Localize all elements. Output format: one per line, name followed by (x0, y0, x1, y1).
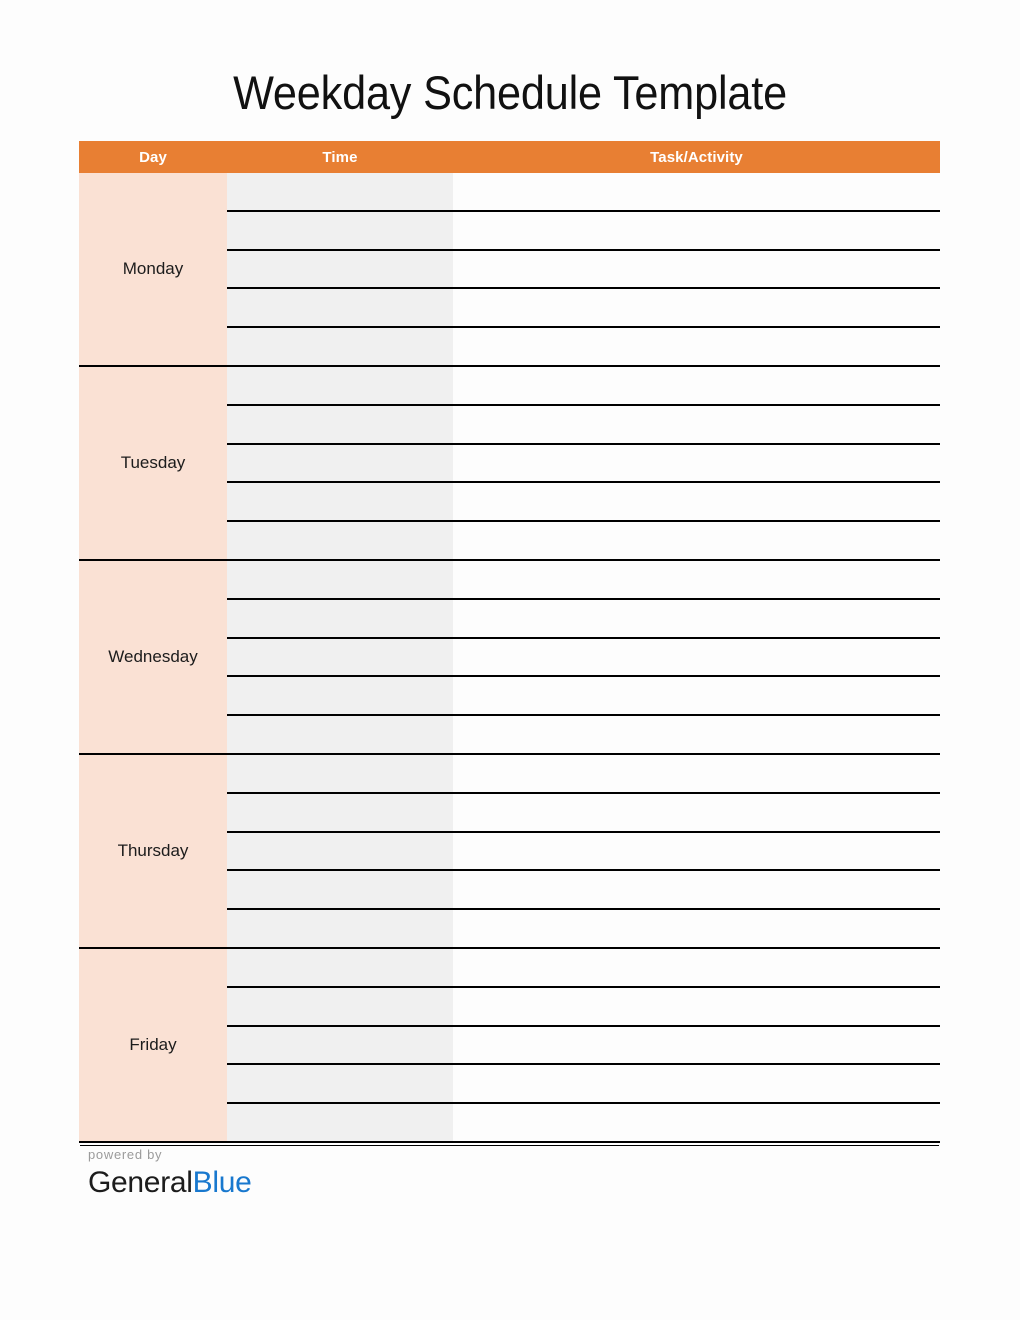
task-entry-field[interactable] (453, 639, 940, 678)
time-entry-field[interactable] (227, 639, 453, 678)
time-entry-field[interactable] (227, 988, 453, 1027)
day-label-monday: Monday (79, 173, 227, 365)
task-column-monday (453, 173, 940, 365)
column-header-time: Time (322, 148, 358, 166)
task-entry-field[interactable] (453, 1065, 940, 1104)
task-entry-field[interactable] (453, 677, 940, 716)
task-entry-field[interactable] (453, 212, 940, 251)
task-entry-field[interactable] (453, 1027, 940, 1066)
time-entry-field[interactable] (227, 1065, 453, 1104)
task-entry-field[interactable] (453, 794, 940, 833)
task-entry-field[interactable] (453, 833, 940, 872)
time-column-thursday (227, 755, 453, 947)
table-header-row (79, 141, 940, 173)
task-entry-field[interactable] (453, 445, 940, 484)
task-entry-field[interactable] (453, 600, 940, 639)
task-entry-field[interactable] (453, 367, 940, 406)
time-entry-field[interactable] (227, 794, 453, 833)
powered-by-label: powered by (88, 1147, 163, 1162)
task-entry-field[interactable] (453, 716, 940, 753)
time-entry-field[interactable] (227, 445, 453, 484)
day-label-tuesday: Tuesday (79, 367, 227, 559)
generalblue-logo (88, 1165, 408, 1201)
time-entry-field[interactable] (227, 716, 453, 753)
time-column-wednesday (227, 561, 453, 753)
task-entry-field[interactable] (453, 522, 940, 559)
column-header-day: Day (139, 148, 167, 166)
time-entry-field[interactable] (227, 367, 453, 406)
task-entry-field[interactable] (453, 755, 940, 794)
time-entry-field[interactable] (227, 328, 453, 365)
time-entry-field[interactable] (227, 251, 453, 290)
task-entry-field[interactable] (453, 949, 940, 988)
time-column-tuesday (227, 367, 453, 559)
time-entry-field[interactable] (227, 949, 453, 988)
task-entry-field[interactable] (453, 251, 940, 290)
time-entry-field[interactable] (227, 833, 453, 872)
task-entry-field[interactable] (453, 1104, 940, 1141)
time-entry-field[interactable] (227, 1027, 453, 1066)
time-entry-field[interactable] (227, 871, 453, 910)
table-row (79, 949, 940, 1143)
time-entry-field[interactable] (227, 483, 453, 522)
task-entry-field[interactable] (453, 910, 940, 947)
brand-name-general: General (88, 1166, 193, 1199)
page-title: Weekday Schedule Template (233, 66, 787, 119)
time-entry-field[interactable] (227, 289, 453, 328)
task-entry-field[interactable] (453, 173, 940, 212)
time-entry-field[interactable] (227, 561, 453, 600)
task-entry-field[interactable] (453, 289, 940, 328)
time-column-monday (227, 173, 453, 365)
task-column-thursday (453, 755, 940, 947)
task-column-wednesday (453, 561, 940, 753)
time-entry-field[interactable] (227, 910, 453, 947)
day-label-wednesday: Wednesday (79, 561, 227, 753)
time-entry-field[interactable] (227, 1104, 453, 1141)
day-label-friday: Friday (79, 949, 227, 1141)
time-entry-field[interactable] (227, 755, 453, 794)
table-row (79, 367, 940, 561)
task-entry-field[interactable] (453, 483, 940, 522)
task-column-tuesday (453, 367, 940, 559)
time-entry-field[interactable] (227, 677, 453, 716)
day-label-thursday: Thursday (79, 755, 227, 947)
time-entry-field[interactable] (227, 600, 453, 639)
brand-name-blue: Blue (192, 1166, 252, 1199)
task-entry-field[interactable] (453, 988, 940, 1027)
task-entry-field[interactable] (453, 406, 940, 445)
column-header-task-activity: Task/Activity (650, 148, 743, 166)
table-row (79, 561, 940, 755)
table-body (79, 173, 940, 1143)
time-entry-field[interactable] (227, 406, 453, 445)
task-entry-field[interactable] (453, 561, 940, 600)
schedule-table (79, 141, 940, 1143)
task-entry-field[interactable] (453, 328, 940, 365)
table-row (79, 755, 940, 949)
time-entry-field[interactable] (227, 173, 453, 212)
footer-branding (88, 1147, 408, 1201)
task-entry-field[interactable] (453, 871, 940, 910)
time-entry-field[interactable] (227, 522, 453, 559)
time-entry-field[interactable] (227, 212, 453, 251)
table-row (79, 173, 940, 367)
time-column-friday (227, 949, 453, 1141)
task-column-friday (453, 949, 940, 1141)
